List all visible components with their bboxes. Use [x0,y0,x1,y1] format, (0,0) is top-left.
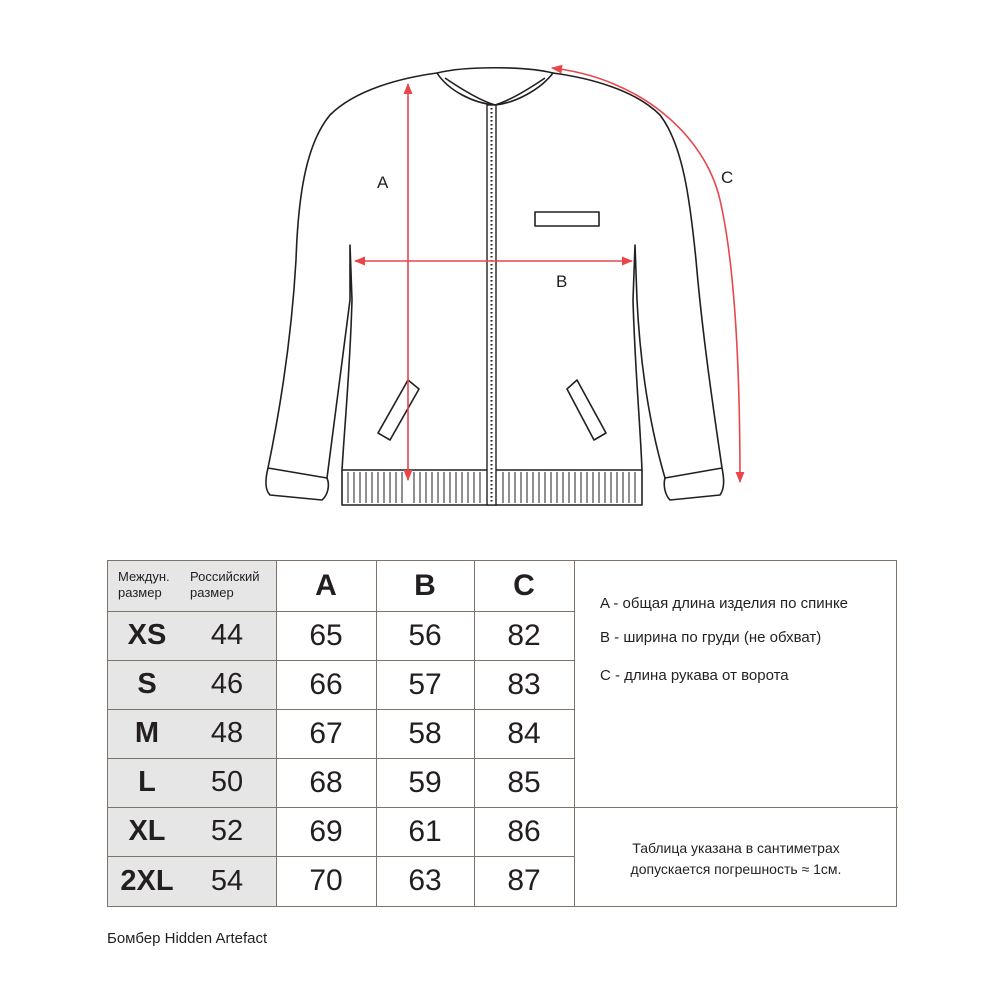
zipper [487,105,496,505]
grid-line [376,561,377,906]
header-ru-size [190,561,278,609]
grid-line [276,561,277,906]
value-b: 57 [408,667,442,701]
intl-size: 2XL [120,864,174,897]
intl-size: XL [128,815,166,847]
value-b: 63 [408,864,442,897]
legend-c: C - длина рукава от ворота [600,667,789,684]
ru-size: 48 [210,717,244,749]
header-col-a: A [315,569,337,602]
value-c: 87 [507,864,541,897]
value-a: 68 [309,765,343,799]
value-b: 59 [408,765,442,799]
product-caption: Бомбер Hidden Artefact [107,930,268,947]
ru-size: 46 [210,668,244,700]
header-ru-line2: размер [190,585,234,600]
size-table [107,560,897,907]
grid-line [108,758,574,759]
header-intl-size [118,561,196,609]
grid-line [474,561,475,906]
value-b: 56 [408,618,442,652]
units-note [586,838,886,880]
grid-line [108,709,574,710]
units-note-line1: Таблица указана в сантиметрах [632,840,840,856]
value-a: 67 [309,716,343,750]
intl-size: S [137,668,157,700]
value-c: 84 [507,716,541,750]
value-b: 58 [408,716,442,750]
measure-b-label: B [556,272,568,291]
grid-line [108,611,574,612]
grid-line [574,561,575,906]
units-note-line2: допускается погрешность ≈ 1см. [630,861,842,877]
intl-size: XS [127,619,167,651]
intl-size: L [138,766,156,798]
header-intl-line1: Междун. [118,569,170,584]
grid-line [108,807,898,808]
header-ru-line1: Российский [190,569,260,584]
measure-c-label: C [721,168,734,187]
header-col-c: C [513,569,535,602]
value-a: 65 [309,618,343,652]
value-a: 70 [309,864,343,897]
measure-a-label: A [377,173,389,192]
ru-size: 50 [210,766,244,798]
measure-c-line [552,68,740,482]
ru-size: 52 [210,815,244,847]
value-c: 86 [507,814,541,848]
value-c: 82 [507,618,541,652]
header-col-b: B [414,569,436,602]
grid-line [108,856,574,857]
legend-a: A - общая длина изделия по спинке [600,595,849,612]
value-c: 83 [507,667,541,701]
value-a: 66 [309,667,343,701]
intl-size: M [134,717,160,749]
header-intl-line2: размер [118,585,162,600]
legend-b: B - ширина по груди (не обхват) [600,629,822,646]
ru-size: 54 [210,864,244,897]
ru-size: 44 [210,619,244,651]
grid-line [108,660,574,661]
value-c: 85 [507,765,541,799]
value-b: 61 [408,814,442,848]
value-a: 69 [309,814,343,848]
